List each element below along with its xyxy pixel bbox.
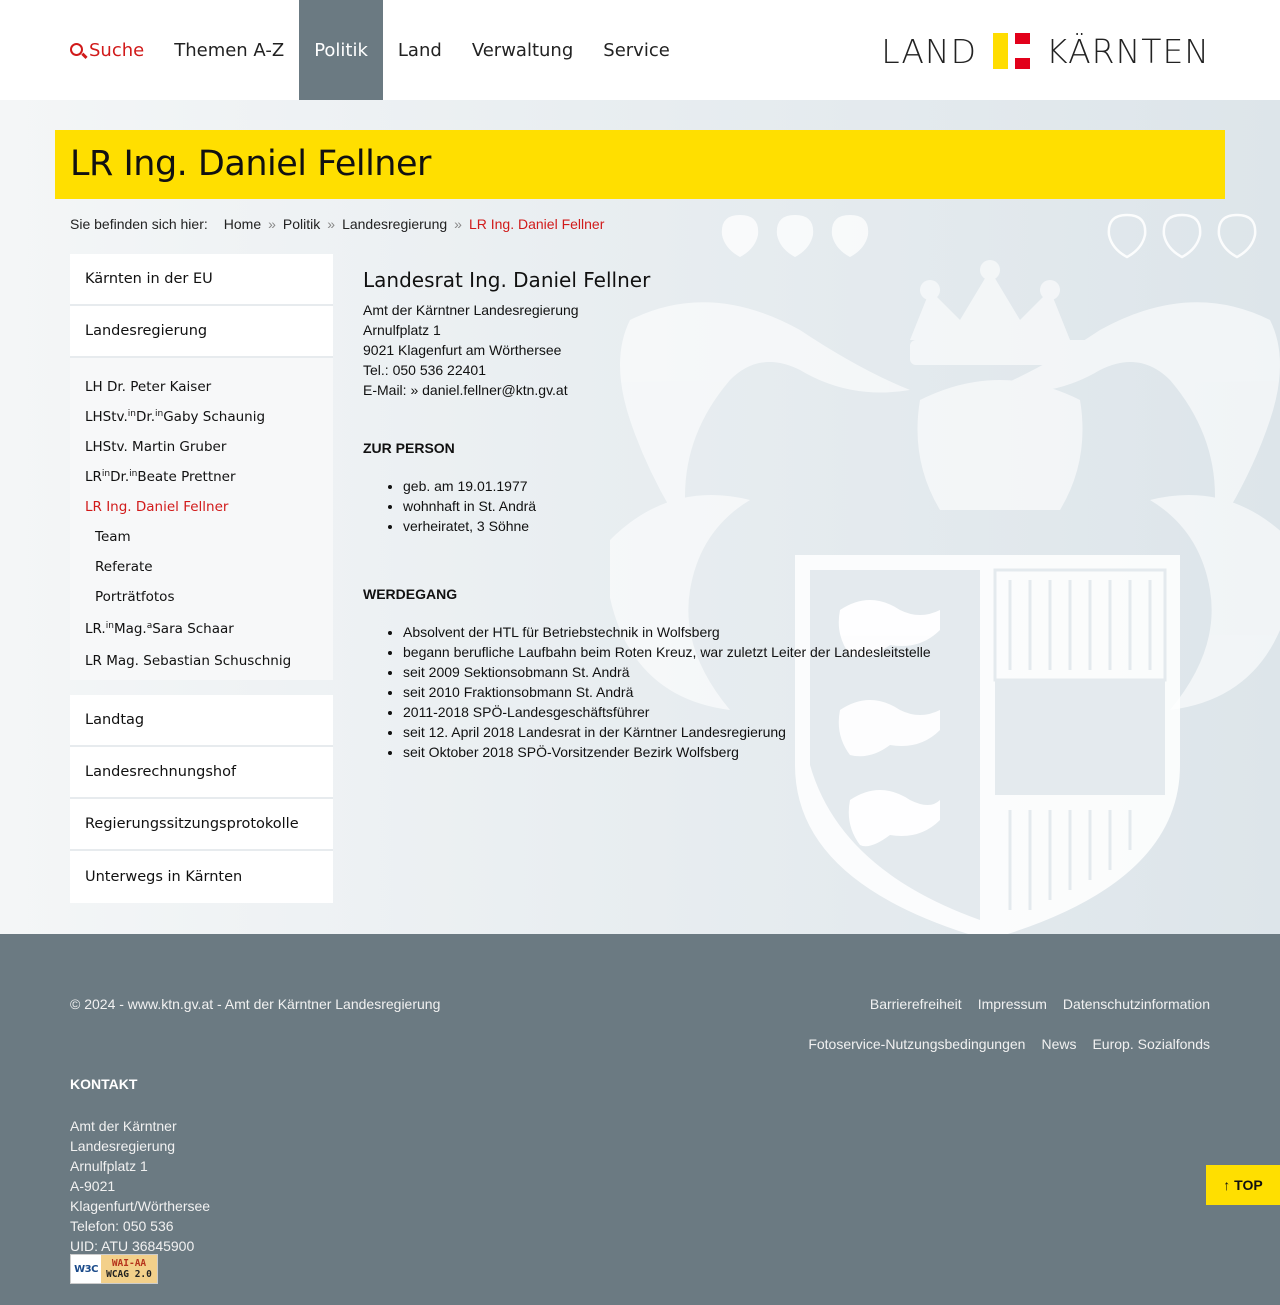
email-link[interactable]: » daniel.fellner@ktn.gv.at: [410, 382, 568, 398]
logo-flag-icon: [993, 33, 1030, 69]
sidebar-item-landesregierung[interactable]: Landesregierung: [70, 306, 333, 358]
chevron-right-icon: »: [268, 216, 276, 232]
breadcrumb-home[interactable]: Home: [223, 216, 262, 232]
sidebar-item-eu[interactable]: Kärnten in der EU: [70, 254, 333, 306]
address-line: Arnulfplatz 1: [363, 322, 441, 338]
sidebar-nav: [70, 254, 333, 903]
kontakt-line: Telefon: 050 536: [70, 1218, 174, 1234]
breadcrumb-current: LR Ing. Daniel Fellner: [468, 216, 605, 232]
list-item: • geb. am 19.01.1977: [403, 476, 1063, 496]
sidebar-submenu: [70, 358, 333, 680]
sidebar-subitem-fellner[interactable]: LR Ing. Daniel Fellner: [85, 499, 229, 515]
nav-land[interactable]: Land: [397, 39, 442, 61]
list-item: • seit 2010 Fraktionsobmann St. Andrä: [403, 682, 1063, 702]
main-area: [0, 100, 1280, 934]
kontakt-line: A-9021: [70, 1178, 116, 1194]
breadcrumb-politik[interactable]: Politik: [282, 216, 321, 232]
nav-search[interactable]: [55, 0, 159, 100]
content-heading: Landesrat Ing. Daniel Fellner: [363, 268, 651, 292]
sidebar-subitem-referate[interactable]: Referate: [95, 559, 153, 575]
kontakt-title: KONTAKT: [70, 1076, 138, 1092]
career-section-title: WERDEGANG: [363, 586, 458, 602]
sidebar-item-unterwegs[interactable]: Unterwegs in Kärnten: [70, 851, 333, 903]
sidebar-item-landesrechnungshof[interactable]: Landesrechnungshof: [70, 747, 333, 799]
site-footer: [0, 934, 1280, 1305]
footer-link-barrierefreiheit[interactable]: Barrierefreiheit: [869, 996, 962, 1012]
nav-themen[interactable]: Themen A-Z: [174, 39, 285, 61]
breadcrumb: [70, 216, 604, 232]
kontakt-line: UID: ATU 36845900: [70, 1238, 195, 1254]
footer-link-fotoservice[interactable]: Fotoservice-Nutzungsbedingungen: [808, 1036, 1026, 1052]
breadcrumb-label: Sie befinden sich hier:: [70, 216, 208, 232]
chevron-right-icon: »: [454, 216, 462, 232]
nav-service[interactable]: Service: [603, 39, 670, 61]
sidebar-item-protokolle[interactable]: Regierungssitzungsprotokolle: [70, 799, 333, 851]
kontakt-line: Amt der Kärntner: [70, 1118, 177, 1134]
person-list: [363, 476, 1063, 536]
list-item: • seit Oktober 2018 SPÖ-Vorsitzender Bezirk Wolfsberg: [403, 742, 1063, 762]
nav-verwaltung[interactable]: Verwaltung: [471, 39, 574, 61]
main-nav: [55, 0, 685, 100]
sidebar-subitem-schaunig[interactable]: LHStv. $^{in}$ Dr. $^{in}$ Gaby Schaunig: [85, 409, 266, 425]
logo-word-left: LAND: [881, 31, 978, 71]
kontakt-line: Arnulfplatz 1: [70, 1158, 148, 1174]
logo-word-right: KÄRNTEN: [1046, 31, 1210, 71]
list-item: • seit 12. April 2018 Landesrat in der Kärntner Landesregierung: [403, 722, 1063, 742]
list-item: • wohnhaft in St. Andrä: [403, 496, 1063, 516]
kontakt-line: Klagenfurt/Wörthersee: [70, 1198, 211, 1214]
footer-link-datenschutz[interactable]: Datenschutzinformation: [1062, 996, 1210, 1012]
phone-line: Tel.: 050 536 22401: [363, 362, 486, 378]
main-content: [363, 268, 1063, 762]
copyright-text: © 2024 - www.ktn.gv.at - Amt der Kärntner Landesregierung: [70, 996, 441, 1012]
sidebar-subitem-kaiser[interactable]: LH Dr. Peter Kaiser: [85, 379, 212, 395]
footer-link-news[interactable]: News: [1041, 1036, 1077, 1052]
email-line: [363, 380, 1063, 400]
list-item: • seit 2009 Sektionsobmann St. Andrä: [403, 662, 1063, 682]
wcag-badge[interactable]: [70, 1254, 158, 1284]
sidebar-subitem-gruber[interactable]: LHStv. Martin Gruber: [85, 439, 227, 455]
footer-link-sozialfonds[interactable]: Europ. Sozialfonds: [1092, 1036, 1210, 1052]
list-item: • verheiratet, 3 Söhne: [403, 516, 1063, 536]
sidebar-subitem-prettner[interactable]: LR $^{in}$ Dr. $^{in}$ Beate Prettner: [85, 469, 236, 485]
person-section-title: ZUR PERSON: [363, 440, 455, 456]
kontakt-block: [70, 1116, 210, 1256]
wcag-badge-text: WAI-AA WCAG 2.0: [101, 1255, 157, 1283]
chevron-right-icon: »: [327, 216, 336, 232]
breadcrumb-landesregierung[interactable]: Landesregierung: [342, 216, 448, 232]
w3c-logo-icon: W3C: [74, 1263, 98, 1275]
nav-search-label: Suche: [89, 39, 145, 61]
site-header: [0, 0, 1280, 100]
page-title-bar: [55, 130, 1225, 199]
footer-links: [790, 996, 1210, 1052]
footer-link-impressum[interactable]: Impressum: [977, 996, 1047, 1012]
sidebar-subitem-portraetfotos[interactable]: Porträtfotos: [95, 589, 175, 605]
address-line: 9021 Klagenfurt am Wörthersee: [363, 342, 562, 358]
kontakt-line: Landesregierung: [70, 1138, 176, 1154]
sidebar-item-landtag[interactable]: Landtag: [70, 695, 333, 747]
sidebar-subitem-schuschnig[interactable]: LR Mag. Sebastian Schuschnig: [85, 653, 292, 669]
site-logo[interactable]: [881, 32, 1210, 70]
back-to-top-button[interactable]: ↑ TOP: [1206, 1165, 1280, 1205]
list-item: • 2011-2018 SPÖ-Landesgeschäftsführer: [403, 702, 1063, 722]
list-item: • Absolvent der HTL für Betriebstechnik in Wolfsberg: [403, 622, 1063, 642]
email-label: E-Mail:: [363, 382, 411, 398]
nav-politik[interactable]: Politik: [299, 0, 383, 100]
sidebar-subitem-schaar[interactable]: LR. $^{in}$ Mag. $^a$ Sara Schaar: [85, 621, 234, 637]
sidebar-subitem-team[interactable]: Team: [95, 529, 131, 545]
address-line: Amt der Kärntner Landesregierung: [363, 302, 579, 318]
page-title: LR Ing. Daniel Fellner: [70, 144, 431, 184]
search-icon: [70, 43, 83, 56]
career-list: [363, 622, 1063, 762]
list-item: • begann berufliche Laufbahn beim Roten Kreuz, war zuletzt Leiter der Landesleitstelle: [403, 642, 1063, 662]
